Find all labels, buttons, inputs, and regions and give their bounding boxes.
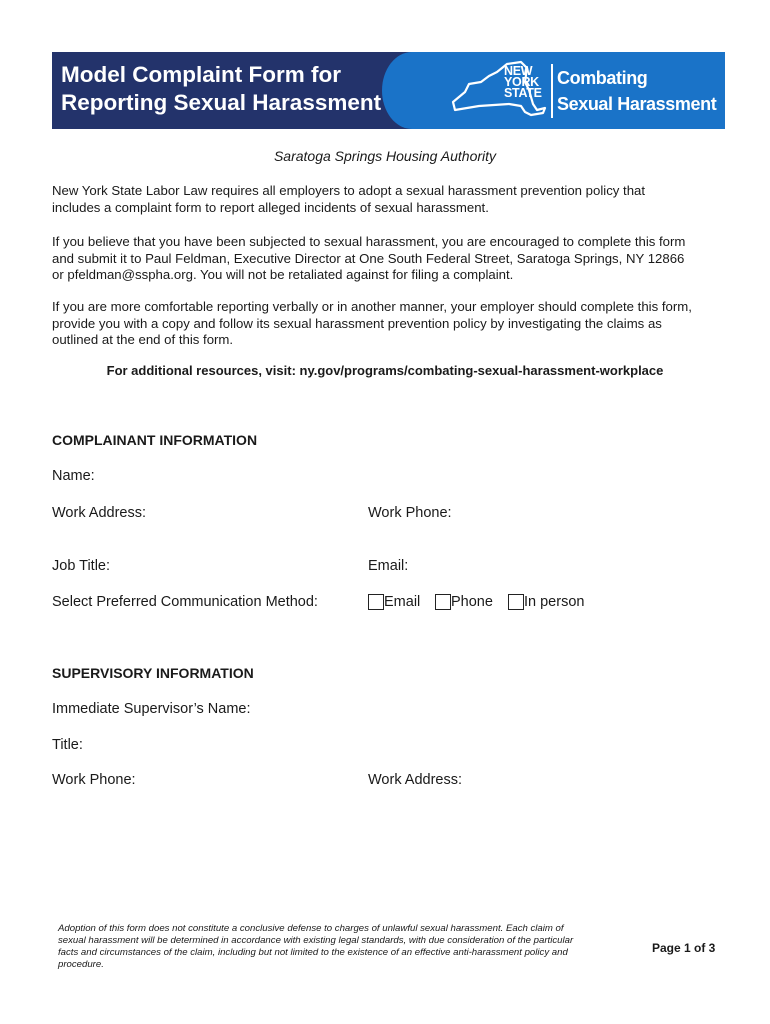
phone-option-label: Phone — [451, 594, 493, 610]
supervisor-name-label: Immediate Supervisor’s Name: — [52, 701, 251, 717]
resources-link[interactable]: For additional resources, visit: ny.gov/programs/combating-sexual-harassment-workplace — [106, 363, 664, 378]
paragraph-line: If you believe that you have been subjected to sexual harassment, you are encouraged to complete this form — [52, 234, 686, 249]
supervisory-section-heading: SUPERVISORY INFORMATION — [52, 665, 254, 681]
form-title — [61, 61, 381, 117]
header-banner — [52, 52, 725, 129]
supervisor-work-phone-label: Work Phone: — [52, 772, 136, 788]
paragraph-line: or pfeldman@sspha.org. You will not be retaliated against for filing a complaint. — [52, 267, 514, 282]
disclaimer-line: facts and circumstances of the claim, including but not limited to the existence of an effective anti-harassment policy and — [58, 947, 568, 958]
paragraph-line: and submit it to Paul Feldman, Executive Director at One South Federal Street, Saratoga Springs, NY 12866 — [52, 250, 685, 266]
in-person-option-label: In person — [524, 594, 585, 610]
disclaimer-line: Adoption of this form does not constitute a conclusive defense to charges of unlawful sexual harassment. Each claim of — [58, 923, 564, 934]
intro-paragraph — [52, 183, 742, 216]
communication-method-label: Select Preferred Communication Method: — [52, 594, 318, 610]
logo-divider — [551, 64, 553, 118]
organization-name: Saratoga Springs Housing Authority — [273, 148, 497, 164]
submission-paragraph — [52, 234, 742, 284]
paragraph-line: If you are more comfortable reporting verbally or in another manner, your employer should complete this form, — [52, 299, 692, 314]
email-checkbox[interactable] — [368, 594, 384, 610]
phone-checkbox[interactable] — [435, 594, 451, 610]
supervisor-title-label: Title: — [52, 737, 83, 753]
logo-line-new: NEW — [504, 64, 533, 78]
email-option-label: Email — [384, 594, 421, 610]
name-label: Name: — [52, 468, 95, 484]
form-title-line-2: Reporting Sexual Harassment — [61, 90, 382, 115]
work-phone-label: Work Phone: — [368, 505, 452, 521]
paragraph-line: includes a complaint form to report alleged incidents of sexual harassment. — [52, 199, 489, 215]
disclaimer-line: sexual harassment will be determined in accordance with existing legal standards, with due consideration of the particular — [58, 935, 574, 946]
program-line-2: Sexual Harassment — [557, 94, 717, 114]
verbal-reporting-paragraph — [52, 299, 742, 349]
disclaimer-line: procedure. — [58, 959, 104, 970]
work-address-label: Work Address: — [52, 505, 147, 521]
nys-logo-text — [504, 66, 542, 99]
logo-line-state: STATE — [504, 86, 542, 100]
email-label: Email: — [368, 558, 409, 574]
complainant-section-heading: COMPLAINANT INFORMATION — [52, 432, 258, 448]
paragraph-line: New York State Labor Law requires all employers to adopt a sexual harassment prevention policy that — [52, 183, 646, 198]
program-line-1: Combating — [557, 68, 648, 88]
legal-disclaimer — [58, 923, 618, 971]
program-name — [557, 65, 716, 117]
paragraph-line: outlined at the end of this form. — [52, 332, 234, 347]
supervisor-work-address-label: Work Address: — [368, 772, 463, 788]
in-person-checkbox[interactable] — [508, 594, 524, 610]
page-number: Page 1 of 3 — [652, 941, 716, 955]
form-title-line-1: Model Complaint Form for — [61, 62, 341, 87]
paragraph-line: provide you with a copy and follow its sexual harassment prevention policy by investigating the claims as — [52, 315, 662, 331]
logo-line-york: YORK — [504, 75, 539, 89]
job-title-label: Job Title: — [52, 558, 111, 574]
